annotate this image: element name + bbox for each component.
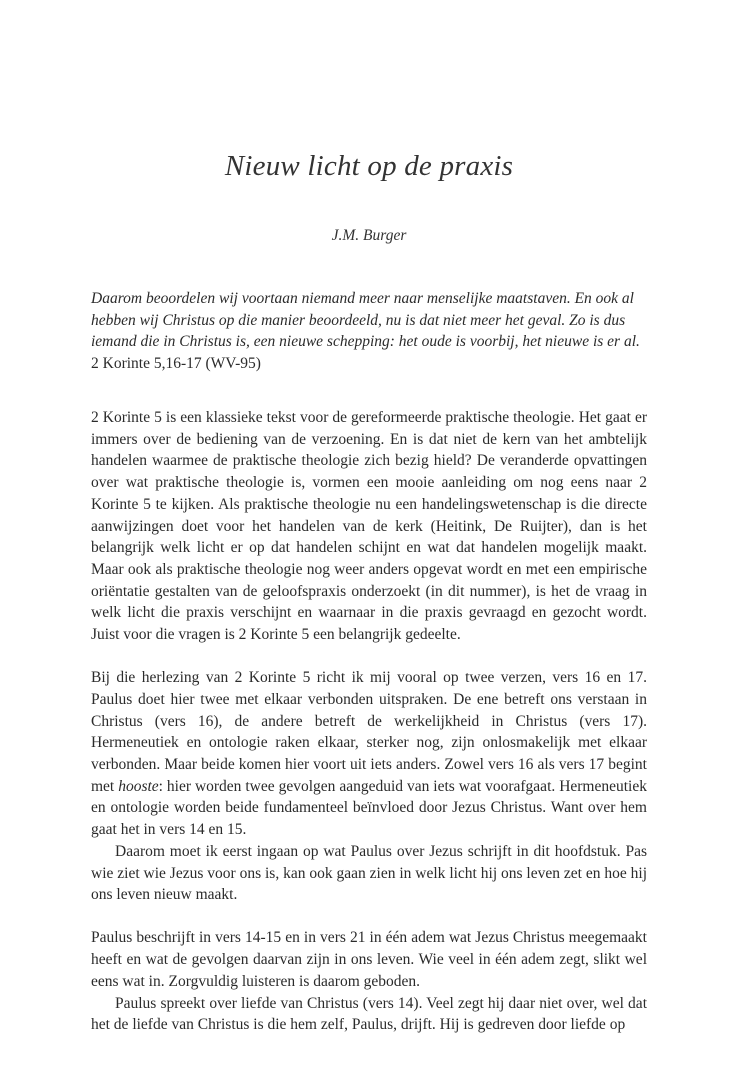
motto-quote: Daarom beoordelen wij voortaan niemand meer naar menselijke maatstaven. En ook al hebben wij Christus op die manier beoordeeld, nu is dat niet meer het geval. Zo is dus iemand die in Christus is, een nieuwe schepping: het oude is voorbij, het nieuwe is er al. [91, 290, 640, 350]
motto-block [91, 288, 647, 374]
paragraph-2-end: : hier worden twee gevolgen aangeduid van iets wat voorafgaat. Hermeneutiek en ontologie worden beide fundamenteel beïnvloed door Jezus Christus. Want over hem gaat het in vers 14 en 15. [91, 777, 647, 839]
article-title: Nieuw licht op de praxis [224, 150, 514, 182]
paragraph-2 [91, 667, 647, 841]
motto-reference: 2 Korinte 5,16-17 (WV-95) [91, 354, 261, 372]
paragraph-1: 2 Korinte 5 is een klassieke tekst voor de gereformeerde praktische theologie. Het gaat er immers over de bediening van de verzoening. En is dat niet de kern van het ambtelijk handelen waarmee de praktische theologie zich bezig hield? De veranderde opvattingen over wat praktische theologie is, vormen een mooie aanleiding om nog eens naar 2 Korinte 5 te kijken. Als praktische theologie nu een handelingswetenschap is die directe aanwijzingen doet voor het handelen van de kerk (Heitink, De Ruijter), dan is het belangrijk welk licht er op dat handelen schijnt en wat dat handelen mogelijk maakt. Maar ook als praktische theologie nog weer anders opgevat wordt en met een empirische oriëntatie gestalten van de geloofspraxis onderzoekt (in dit nummer), is het de vraag in welk licht die praxis verschijnt en waarnaar in die praxis gevraagd en gezocht wordt. Juist voor die vragen is 2 Korinte 5 een belangrijk gedeelte. [91, 409, 647, 644]
paragraph-2-start: Bij die herlezing van 2 Korinte 5 richt ik mij vooral op twee verzen, vers 16 en 17. Paulus doet hier twee met elkaar verbonden uitspraken. De ene betreft ons verstaan in Christus (vers 16), de andere betreft de werkelijkheid in Christus (vers 17). Hermeneutiek en ontologie raken elkaar, sterker nog, zijn onlosmakelijk met elkaar verbonden. Maar beide komen hier voort uit iets anders. Zowel vers 16 als vers 17 begint met [91, 669, 647, 795]
article-author: J.M. Burger [331, 227, 407, 244]
article-body [91, 407, 647, 1036]
paragraph-5: Paulus spreekt over liefde van Christus (vers 14). Veel zegt hij daar niet over, wel dat het de liefde van Christus is die hem zelf, Paulus, drijft. Hij is gedreven door liefde op [91, 994, 647, 1034]
paragraph-3: Daarom moet ik eerst ingaan op wat Paulus over Jezus schrijft in dit hoofdstuk. Pas wie ziet wie Jezus voor ons is, kan ook gaan zien in welk licht hij ons leven zet en hoe hij ons leven nieuw maakt. [91, 842, 647, 904]
paragraph-2-greek-term: hooste [118, 777, 159, 795]
paragraph-4: Paulus beschrijft in vers 14-15 en in vers 21 in één adem wat Jezus Christus meegemaakt heeft en wat de gevolgen daarvan zijn in ons leven. Wie veel in één adem zegt, slikt wel eens wat in. Zorgvuldig luisteren is daarom geboden. [91, 929, 647, 990]
